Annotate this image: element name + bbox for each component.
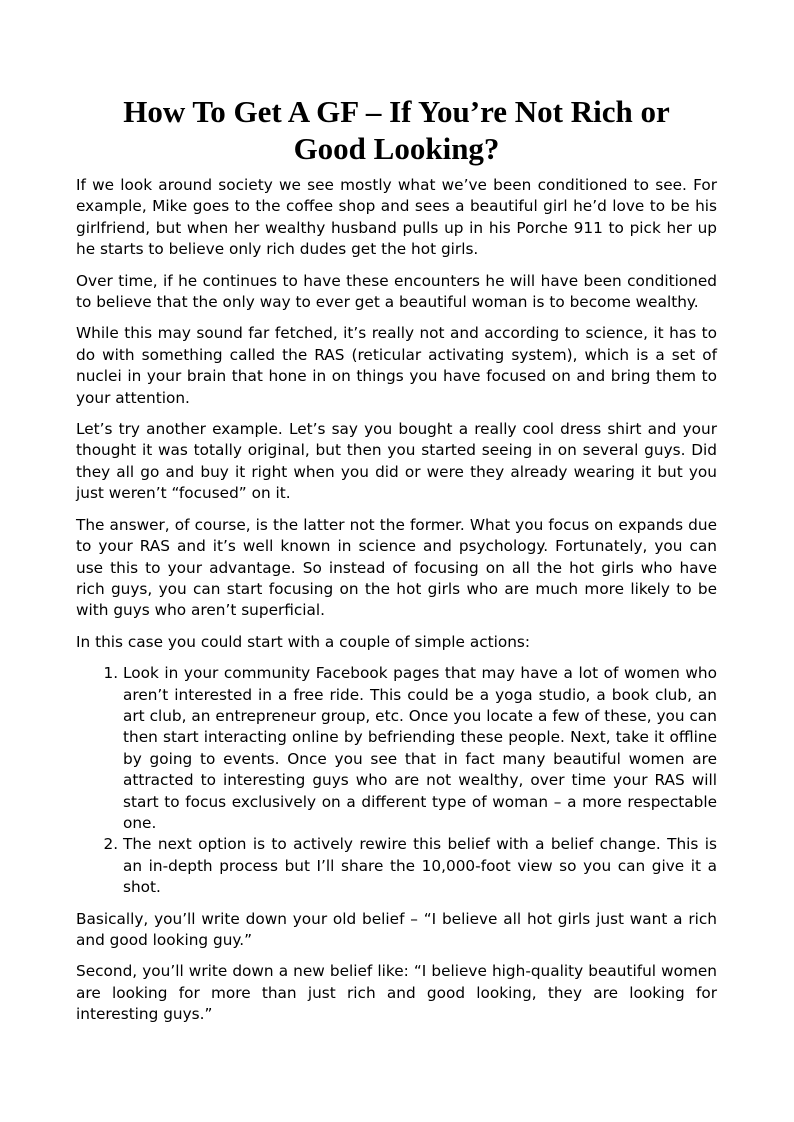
paragraph: Second, you’ll write down a new belief like: “I believe high-quality beautiful women are looking for more than just rich and good looking, they are looking for interesting guys.” [76,962,717,1024]
list-item: 2. The next option is to actively rewire this belief with a belief change. This is an in-depth process but I’ll share the 10,000-foot view so you can give it a shot. [123,834,717,898]
article [76,93,717,1036]
paragraph: In this case you could start with a couple of simple actions: [76,632,531,651]
paragraph: If we look around society we see mostly what we’ve been conditioned to see. For example, Mike goes to the coffee shop and sees a beautiful girl he’d love to be his girlfriend, but when her wealthy husband pulls up in his Porche 911 to pick her up he starts to believe only rich dudes get the hot girls. [76,176,717,259]
paragraph: Let’s try another example. Let’s say you bought a really cool dress shirt and your thought it was totally original, but then you started seeing in on several guys. Did they all go and buy it right when you did or were they already wearing it but you just weren’t “focused” on it. [76,420,717,503]
action-list [76,663,717,898]
paragraph: While this may sound far fetched, it’s really not and according to science, it has to do with something called the RAS (reticular activating system), which is a set of nuclei in your brain that hone in on things you have focused on and bring them to your attention. [76,324,717,407]
paragraph: Over time, if he continues to have these encounters he will have been conditioned to believe that the only way to ever get a beautiful woman is to become wealthy. [76,271,717,312]
paragraph: Basically, you’ll write down your old belief – “I believe all hot girls just want a rich and good looking guy.” [76,909,717,949]
list-item: 1. Look in your community Facebook pages that may have a lot of women who aren’t interested in a free ride. This could be a yoga studio, a book club, an art club, an entrepreneur group, etc. Once you locate a few of these, you can then start interacting online by befriending these people. Next, take it offline by going to events. Once you see that in fact many beautiful women are attracted to interesting guys who are not wealthy, over time your RAS will start to focus exclusively on a different type of woman – a more respectable one. [123,663,717,834]
article-title: How To Get A GF – If You’re Not Rich or Good Looking? [123,94,670,166]
paragraph: The answer, of course, is the latter not the former. What you focus on expands due to your RAS and it’s well known in science and psychology. Fortunately, you can use this to your advantage. So instead of focusing on all the hot girls who have rich guys, you can start focusing on the hot girls who are much more likely to be with guys who aren’t superficial. [76,515,717,620]
